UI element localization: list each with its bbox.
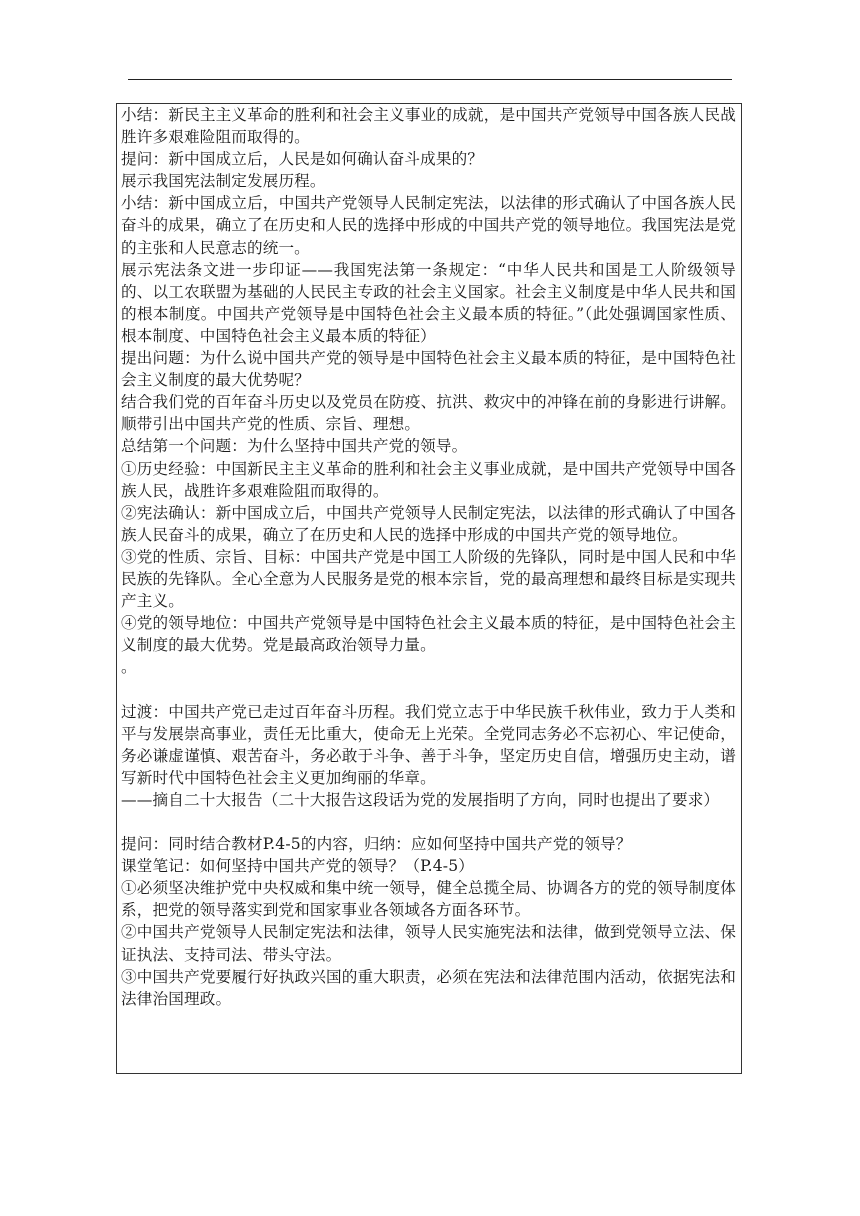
summary-new-democratic-revolution: 小结：新民主主义革命的胜利和社会主义事业的成就，是中国共产党领导中国各族人民战胜许多艰难险阻而取得的。: [121, 106, 736, 147]
class-notes-heading: 课堂笔记：如何坚持中国共产党的领导？（P.4-5）: [121, 857, 475, 876]
point-party-leadership-status: ④党的领导地位：中国共产党领导是中国特色社会主义最本质的特征，是中国特色社会主义制度的最大优势。党是最高政治领导力量。: [121, 614, 736, 655]
summary-constitution: 小结：新中国成立后，中国共产党领导人民制定宪法，以法律的形式确认了中国各族人民奋斗的成果，确立了在历史和人民的选择中形成的中国共产党的领导地位。我国宪法是党的主张和人民意志的统一。: [121, 194, 736, 257]
point-constitutional-confirmation: ②宪法确认：新中国成立后，中国共产党领导人民制定宪法，以法律的形式确认了中国各族人民奋斗的成果，确立了在历史和人民的选择中形成的中国共产党的领导地位。: [121, 503, 736, 544]
question-essential-feature: 提出问题：为什么说中国共产党的领导是中国特色社会主义最本质的特征，是中国特色社会主义制度的最大优势呢？: [121, 349, 736, 390]
note-point-two: ②中国共产党领导人民制定宪法和法律，领导人民实施宪法和法律，做到党领导立法、保证执法、支持司法、带头守法。: [121, 923, 736, 964]
question-how-to-uphold: 提问：同时结合教材P.4-5的内容，归纳：应如何坚持中国共产党的领导？: [121, 835, 632, 854]
question-confirm-results: 提问：新中国成立后，人民是如何确认奋斗成果的？: [121, 150, 484, 169]
note-point-three: ③中国共产党要履行好执政兴国的重大职责，必须在宪法和法律范围内活动，依据宪法和法律治国理政。: [121, 967, 736, 1008]
blank-line: [121, 678, 736, 700]
transition-paragraph: 过渡：中国共产党已走过百年奋斗历程。我们党立志于中华民族千秋伟业，致力于人类和平与发展崇高事业，责任无比重大，使命无上光荣。全党同志务必不忘初心、牢记使命，务必谦虚谨慎、艰苦奋斗，务必敢于斗争、善于斗争，坚定历史自信，增强历史主动，谱写新时代中国特色社会主义更加绚丽的华章。: [121, 702, 736, 787]
show-constitution-history: 展示我国宪法制定发展历程。: [121, 172, 326, 191]
note-point-one: ①必须坚决维护党中央权威和集中统一领导，健全总揽全局、协调各方的党的领导制度体系，把党的领导落实到党和国家事业各领域各方面各环节。: [121, 879, 736, 920]
stray-period: 。: [121, 658, 137, 677]
point-historical-experience: ①历史经验：中国新民主主义革命的胜利和社会主义事业成就，是中国共产党领导中国各族人民，战胜许多艰难险阻而取得的。: [121, 459, 736, 500]
constitution-article-one: 展示宪法条文进一步印证——我国宪法第一条规定：“中华人民共和国是工人阶级领导的、以工农联盟为基础的人民民主专政的社会主义国家。社会主义制度是中华人民共和国的根本制度。中国共产党领导是中国特色社会主义最本质的特征。”（此处强调国家性质、根本制度、中国特色社会主义最本质的特征）: [121, 260, 736, 345]
party-history-explanation: 结合我们党的百年奋斗历史以及党员在防疫、抗洪、救灾中的冲锋在前的身影进行讲解。顺带引出中国共产党的性质、宗旨、理想。: [121, 393, 736, 434]
point-party-nature-purpose-goal: ③党的性质、宗旨、目标：中国共产党是中国工人阶级的先锋队，同时是中国人民和中华民族的先锋队。全心全意为人民服务是党的根本宗旨，党的最高理想和最终目标是实现共产主义。: [121, 547, 736, 611]
report-citation: ——摘自二十大报告（二十大报告这段话为党的发展指明了方向，同时也提出了要求）: [121, 790, 720, 809]
header-rule: [128, 79, 732, 80]
summary-first-question: 总结第一个问题：为什么坚持中国共产党的领导。: [121, 437, 468, 456]
blank-line: [121, 811, 736, 833]
lesson-content-box: [116, 103, 742, 1074]
